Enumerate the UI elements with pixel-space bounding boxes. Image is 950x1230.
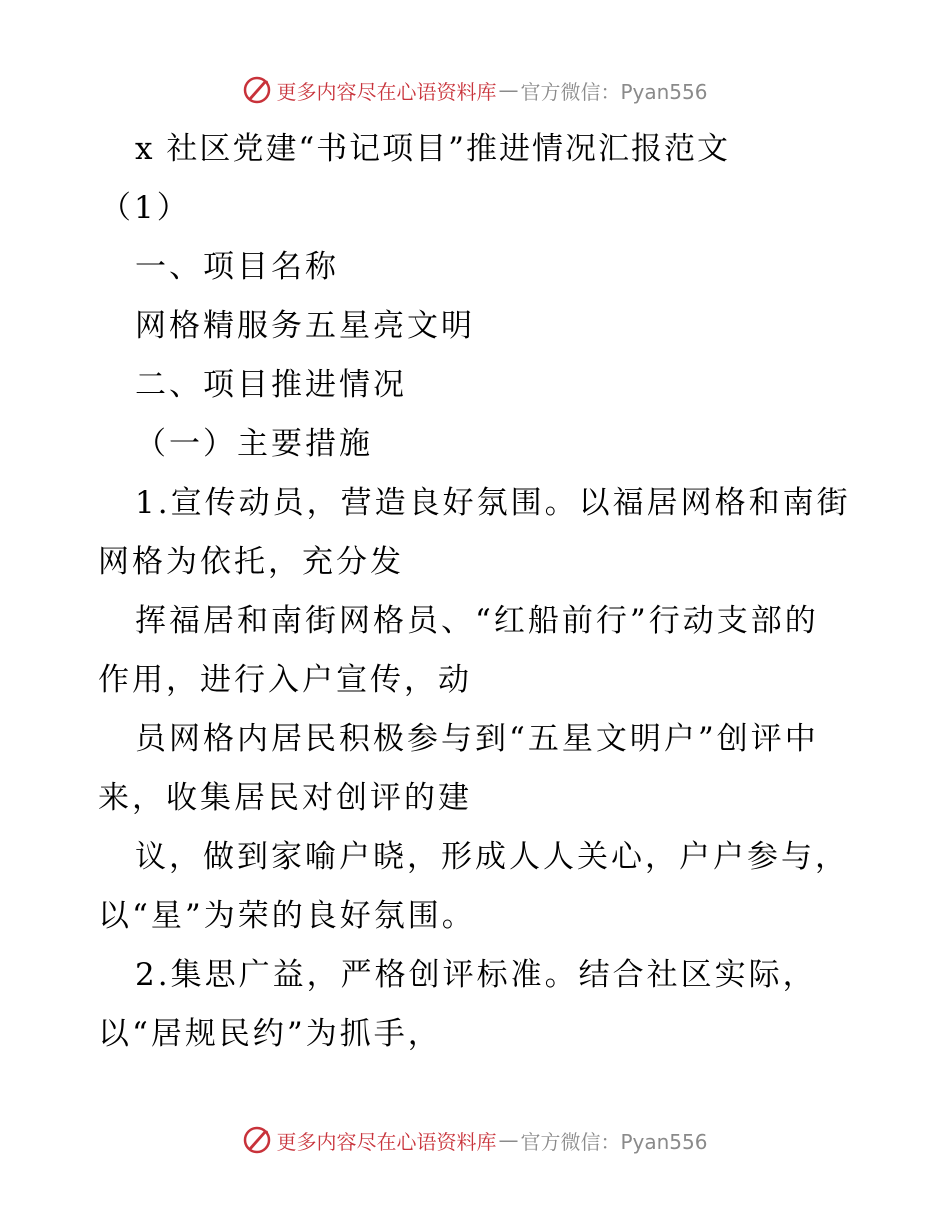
section-heading-1: 一、项目名称 xyxy=(135,249,339,285)
subsection-heading: （一）主要措施 xyxy=(135,426,373,462)
paragraph-line: 以“星”为荣的良好氛围。 xyxy=(98,898,476,934)
document-title-suffix: （1） xyxy=(100,190,191,226)
paragraph-line: 2.集思广益，严格创评标准。结合社区实际， xyxy=(135,957,817,993)
section-heading-2: 二、项目推进情况 xyxy=(135,367,407,403)
banner-text-red: 更多内容尽在心语资料库 xyxy=(276,79,497,104)
banner-text-grey: 官方微信：Pyan556 xyxy=(520,79,708,104)
paragraph-line: 员网格内居民积极参与到“五星文明户”创评中 xyxy=(135,721,819,757)
header-watermark-banner xyxy=(0,70,950,110)
footer-watermark-banner xyxy=(0,1120,950,1160)
quill-logo-icon xyxy=(242,1125,272,1155)
paragraph-line: 议，做到家喻户晓，形成人人关心，户户参与， xyxy=(135,839,849,875)
document-title: x 社区党建“书记项目”推进情况汇报范文 xyxy=(135,131,731,167)
paragraph-line: 来，收集居民对创评的建 xyxy=(98,780,472,816)
document-body xyxy=(98,120,850,1064)
paragraph-line: 网格为依托，充分发 xyxy=(98,544,404,580)
banner-text-grey: 官方微信：Pyan556 xyxy=(520,1129,708,1154)
banner-separator: — xyxy=(498,78,519,102)
project-name: 网格精服务五星亮文明 xyxy=(135,308,475,344)
paragraph-line: 作用，进行入户宣传，动 xyxy=(98,662,472,698)
quill-logo-icon xyxy=(242,75,272,105)
paragraph-line: 1.宣传动员，营造良好氛围。以福居网格和南街 xyxy=(135,485,851,521)
banner-separator: — xyxy=(498,1128,519,1152)
paragraph-line: 以“居规民约”为抓手， xyxy=(98,1016,442,1052)
banner-text-red: 更多内容尽在心语资料库 xyxy=(276,1129,497,1154)
paragraph-line: 挥福居和南街网格员、“红船前行”行动支部的 xyxy=(135,603,819,639)
